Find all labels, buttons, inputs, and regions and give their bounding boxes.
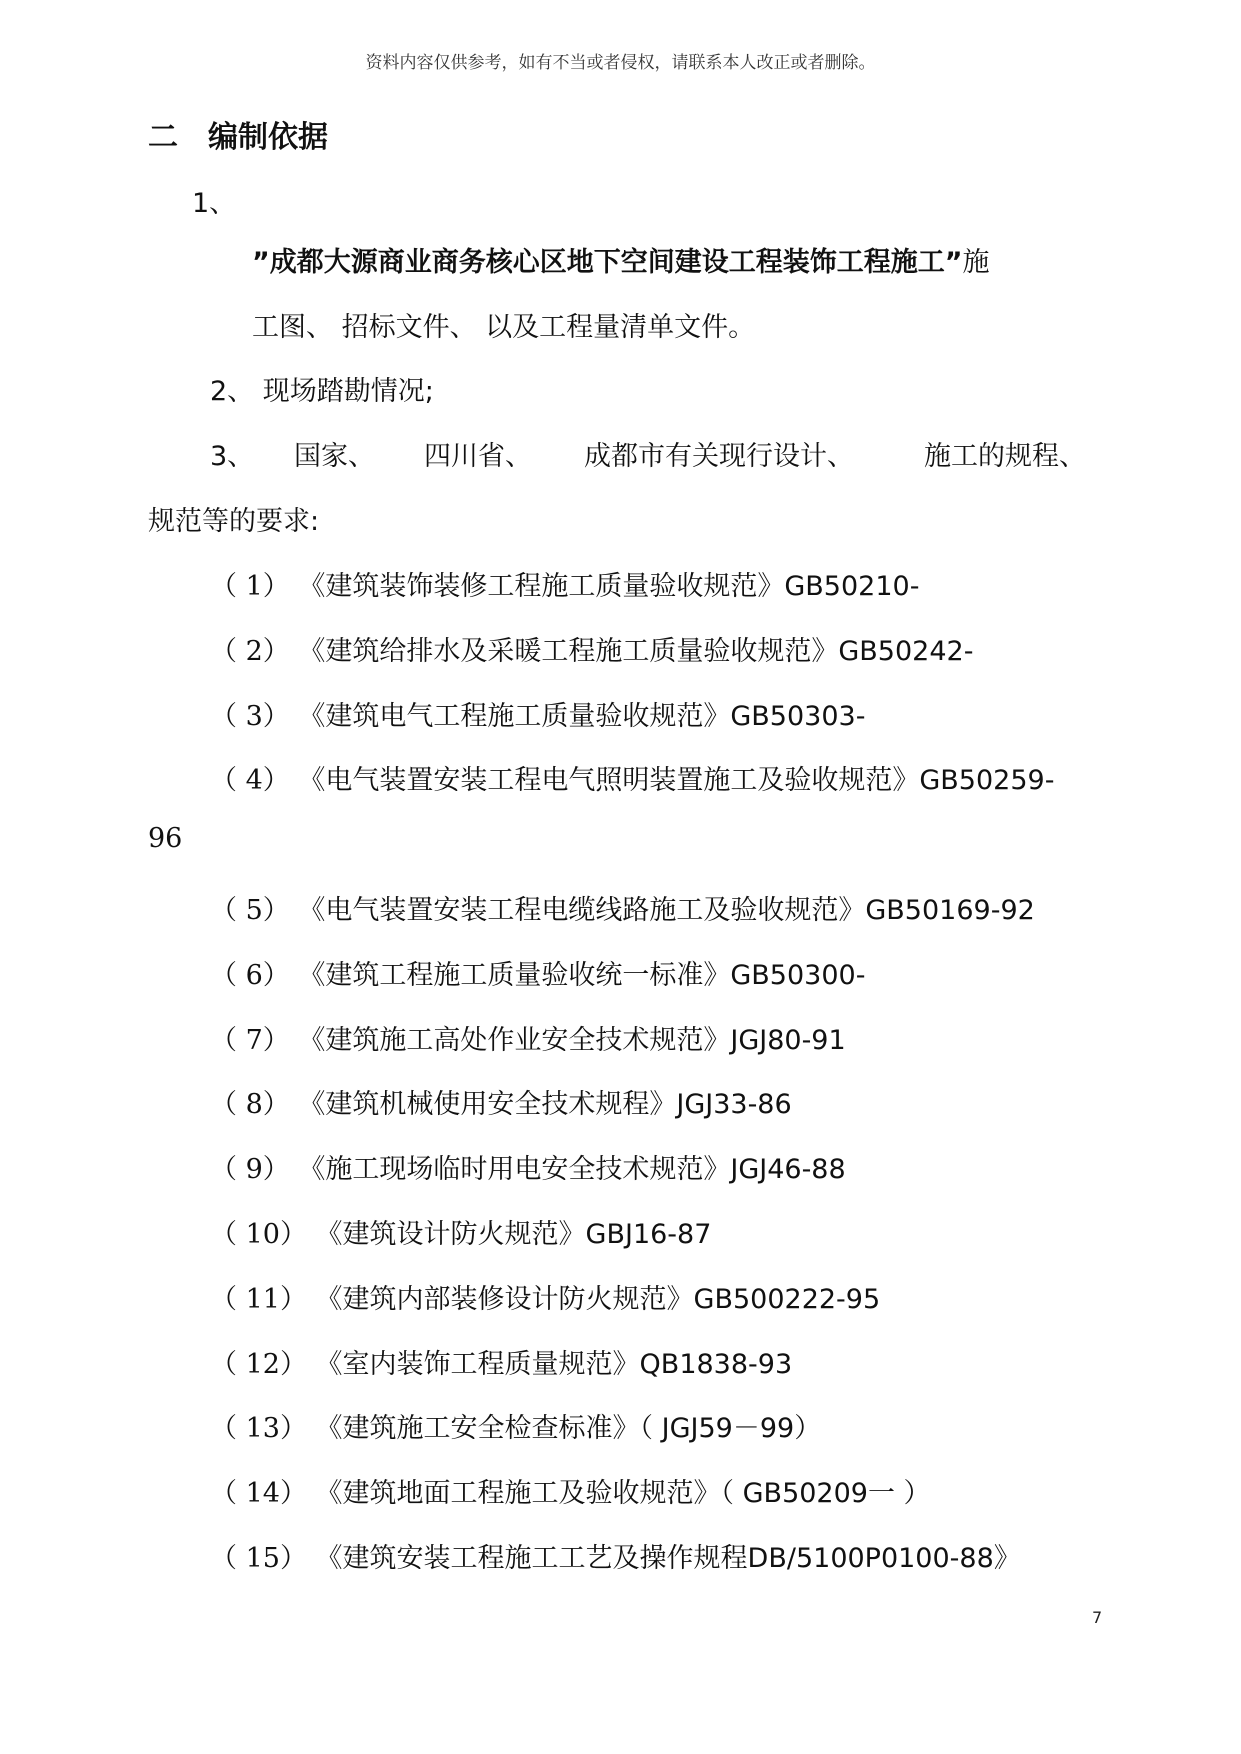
header-disclaimer: 资料内容仅供参考，如有不当或者侵权，请联系本人改正或者删除。 bbox=[365, 53, 876, 73]
standard-text: 《建筑设计防火规范》GBJ16-87 bbox=[315, 1219, 712, 1250]
standard-item bbox=[210, 1406, 821, 1445]
standard-text: 《电气装置安装工程电气照明装置施工及验收规范》GB50259- bbox=[298, 765, 1055, 796]
item-3-province: 四川省、 bbox=[424, 441, 532, 472]
standard-text: 《建筑机械使用安全技术规程》JGJ33-86 bbox=[298, 1089, 792, 1120]
item-3-city: 成都市有关现行设计、 bbox=[584, 441, 854, 472]
item-1-number: 1、 bbox=[192, 188, 237, 219]
standard-num: （ 14） bbox=[210, 1478, 307, 1509]
standard-num: （ 10） bbox=[210, 1219, 307, 1250]
standard-num: （ 2） bbox=[210, 636, 290, 667]
standard-text: 《建筑地面工程施工及验收规范》（ GB50209一 ） bbox=[315, 1478, 931, 1509]
item-1-tail: 施 bbox=[962, 247, 990, 278]
standard-item bbox=[210, 1471, 931, 1510]
section-number: 二 bbox=[148, 120, 178, 155]
standard-continuation: 96 bbox=[148, 823, 183, 854]
standard-item bbox=[210, 1342, 792, 1381]
standard-text: 《建筑装饰装修工程施工质量验收规范》GB50210- bbox=[298, 571, 920, 602]
standard-num: （ 13） bbox=[210, 1413, 307, 1444]
standard-text: 《室内装饰工程质量规范》QB1838-93 bbox=[315, 1349, 793, 1380]
standard-text: 《施工现场临时用电安全技术规范》JGJ46-88 bbox=[298, 1154, 846, 1185]
standard-item bbox=[210, 694, 865, 733]
standard-num: （ 4） bbox=[210, 765, 290, 796]
standard-text: 《建筑电气工程施工质量验收规范》GB50303- bbox=[298, 701, 866, 732]
standard-num: （ 5） bbox=[210, 895, 290, 926]
standard-num: （ 12） bbox=[210, 1349, 307, 1380]
item-3-country: 国家、 bbox=[294, 441, 375, 472]
standard-num: （ 1） bbox=[210, 571, 290, 602]
standard-text: 《建筑内部装修设计防火规范》GB500222-95 bbox=[315, 1284, 881, 1315]
standard-item bbox=[210, 1147, 846, 1186]
standard-text: 《建筑安装工程施工工艺及操作规程DB/5100P0100-88》 bbox=[315, 1543, 1021, 1574]
standard-text: 《建筑工程施工质量验收统一标准》GB50300- bbox=[298, 960, 866, 991]
standard-item bbox=[210, 1536, 1021, 1575]
standard-num: （ 7） bbox=[210, 1025, 290, 1056]
standard-item bbox=[210, 953, 865, 992]
standard-num: （ 11） bbox=[210, 1284, 307, 1315]
standard-text: 《建筑施工安全检查标准》（ JGJ59－99） bbox=[315, 1413, 822, 1444]
project-name: ”成都大源商业商务核心区地下空间建设工程装饰工程施工” bbox=[252, 247, 963, 278]
page-number: 7 bbox=[1092, 1608, 1103, 1627]
standard-item bbox=[210, 1277, 880, 1316]
standard-item bbox=[210, 758, 1054, 797]
standard-item bbox=[210, 1018, 846, 1057]
item-3-number: 3、 bbox=[210, 441, 255, 472]
section-heading bbox=[148, 112, 328, 156]
item-1-continuation: 工图、 招标文件、 以及工程量清单文件。 bbox=[252, 312, 756, 343]
standard-item bbox=[210, 564, 919, 603]
standard-num: （ 6） bbox=[210, 960, 290, 991]
standard-num: （ 15） bbox=[210, 1543, 307, 1574]
standard-text: 《电气装置安装工程电缆线路施工及验收规范》GB50169-92 bbox=[298, 895, 1035, 926]
standard-item bbox=[210, 1082, 792, 1121]
standard-num: （ 9） bbox=[210, 1154, 290, 1185]
standard-text: 《建筑施工高处作业安全技术规范》JGJ80-91 bbox=[298, 1025, 846, 1056]
standard-item bbox=[210, 888, 1035, 927]
standard-item bbox=[210, 1212, 711, 1251]
standard-text: 《建筑给排水及采暖工程施工质量验收规范》GB50242- bbox=[298, 636, 974, 667]
item-2: 2、 现场踏勘情况; bbox=[210, 376, 434, 407]
item-3-rules: 施工的规程、 bbox=[924, 441, 1086, 472]
standard-num: （ 8） bbox=[210, 1089, 290, 1120]
section-title: 编制依据 bbox=[208, 120, 328, 155]
standard-item bbox=[210, 629, 973, 668]
item-1-line bbox=[252, 240, 990, 279]
item-3-continuation: 规范等的要求: bbox=[148, 506, 320, 537]
standard-num: （ 3） bbox=[210, 701, 290, 732]
